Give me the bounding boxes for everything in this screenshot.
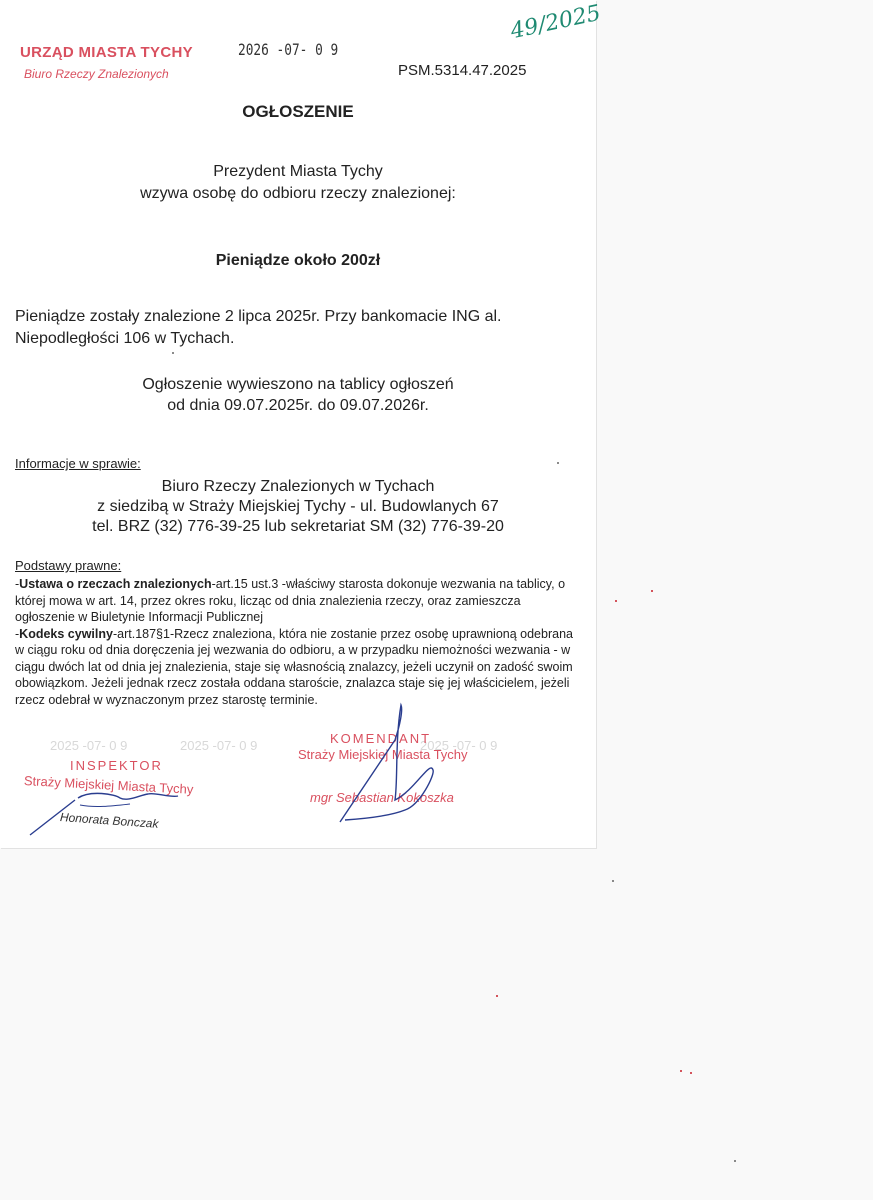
inspector-org: Straży Miejskiej Miasta Tychy [23, 773, 194, 797]
legal-paragraph-2: -Kodeks cywilny-art.187§1-Rzecz znaleziona, która nie zostanie przez osobę uprawnioną odebrana w ciągu roku od dnia doręczenia jej wezwania do odbioru, a w przypadku niemożności wezwania - w ciągu dwóch lat od dnia jej znalezienia, staje się własnością znalazcy, jeżeli uczynił on zadość swoim obowiązkom. Jeżeli jednak rzecz została oddana staroście, znalazca staje się jej właścicielem, jeżeli rzecz odebrał w wyznaczonym przez starostę terminie. [15, 626, 573, 707]
commander-title: KOMENDANT [330, 731, 432, 746]
office-stamp-title: URZĄD MIASTA TYCHY [20, 44, 193, 61]
commander-org: Straży Miejskiej Miasta Tychy [298, 747, 468, 762]
faint-stamp-text: 2025 -07- 0 9 [420, 738, 498, 753]
faint-stamp-text: 2025 -07- 0 9 [180, 738, 258, 753]
scan-speck [557, 462, 559, 464]
legal-header: Podstawy prawne: [15, 558, 122, 573]
inspector-name: Honorata Bonczak [59, 810, 159, 831]
law1-text: -art.15 ust.3 -właściwy starosta dokonuje wezwania na tablicy, o której mowa w art. 14, przez okres roku, licząc od dnia znalezienia rzeczy, oraz zamieszcza ogłoszenie w Biuletynie Informacji Publicznej [15, 577, 566, 624]
faint-stamp-text: 2025 -07- 0 9 [50, 738, 128, 753]
red-speck [496, 995, 498, 997]
info-line-1: Biuro Rzeczy Znalezionych w Tychach [161, 478, 435, 495]
intro-line-1: Prezydent Miasta Tychy [213, 163, 383, 180]
red-speck [680, 1070, 682, 1072]
posting-line-2: od dnia 09.07.2025r. do 09.07.2026r. [167, 397, 429, 414]
law2-text: -art.187§1-Rzecz znaleziona, która nie zostanie przez osobę uprawnioną odebrana w ciągu roku od dnia doręczenia jej wezwania do odbioru, a w przypadku niemożności wezwania - w ciągu dwóch lat od dnia jej znalezienia, staje się własnością znalazcy, jeżeli uczynił on zadość swoim obowiązkom. Jeżeli jednak rzecz została oddana staroście, znalazca staje się jej właścicielem, jeżeli rzecz odebrał w wyznaczonym przez starostę terminie. [15, 626, 573, 707]
document-page [0, 0, 596, 848]
commander-name: mgr Sebastian Kokoszka [310, 790, 454, 805]
info-header: Informacje w sprawie: [15, 456, 141, 471]
inspector-signature [20, 780, 200, 840]
office-stamp-subtitle: Biuro Rzeczy Znalezionych [24, 67, 169, 81]
red-speck [651, 590, 653, 592]
law1-title: Ustawa o rzeczach znalezionych [19, 577, 212, 591]
scan-speck [734, 1160, 736, 1162]
handwritten-number: 49/2025 [508, 0, 604, 45]
description-line-2: Niepodległości 106 w Tychach. [15, 330, 235, 347]
scan-speck [612, 880, 614, 882]
red-speck [690, 1072, 692, 1074]
red-speck [615, 600, 617, 602]
law2-title: Kodeks cywilny [19, 626, 113, 641]
scan-speck [172, 352, 174, 354]
inspector-title: INSPEKTOR [70, 758, 163, 773]
posting-line-1: Ogłoszenie wywieszono na tablicy ogłoszeń [142, 376, 454, 393]
page-title: OGŁOSZENIE [242, 102, 354, 121]
commander-signature [335, 700, 445, 830]
item-title: Pieniądze około 200zł [215, 252, 381, 269]
info-line-3: tel. BRZ (32) 776-39-25 lub sekretariat SM (32) 776-39-20 [92, 518, 504, 535]
legal-text [15, 576, 575, 708]
date-stamp: 2026 -07- 0 9 [238, 40, 339, 59]
intro-line-2: wzywa osobę do odbioru rzeczy znalezionej: [140, 185, 456, 202]
reference-number: PSM.5314.47.2025 [398, 62, 527, 79]
legal-paragraph-1: -Ustawa o rzeczach znalezionych-art.15 ust.3 -właściwy starosta dokonuje wezwania na tablicy, o której mowa w art. 14, przez okres roku, licząc od dnia znalezienia rzeczy, oraz zamieszcza ogłoszenie w Biuletynie Informacji Publicznej [15, 577, 566, 624]
info-line-2: z siedzibą w Straży Miejskiej Tychy - ul. Budowlanych 67 [97, 498, 499, 515]
description-line-1: Pieniądze zostały znalezione 2 lipca 2025r. Przy bankomacie ING al. [15, 308, 502, 325]
